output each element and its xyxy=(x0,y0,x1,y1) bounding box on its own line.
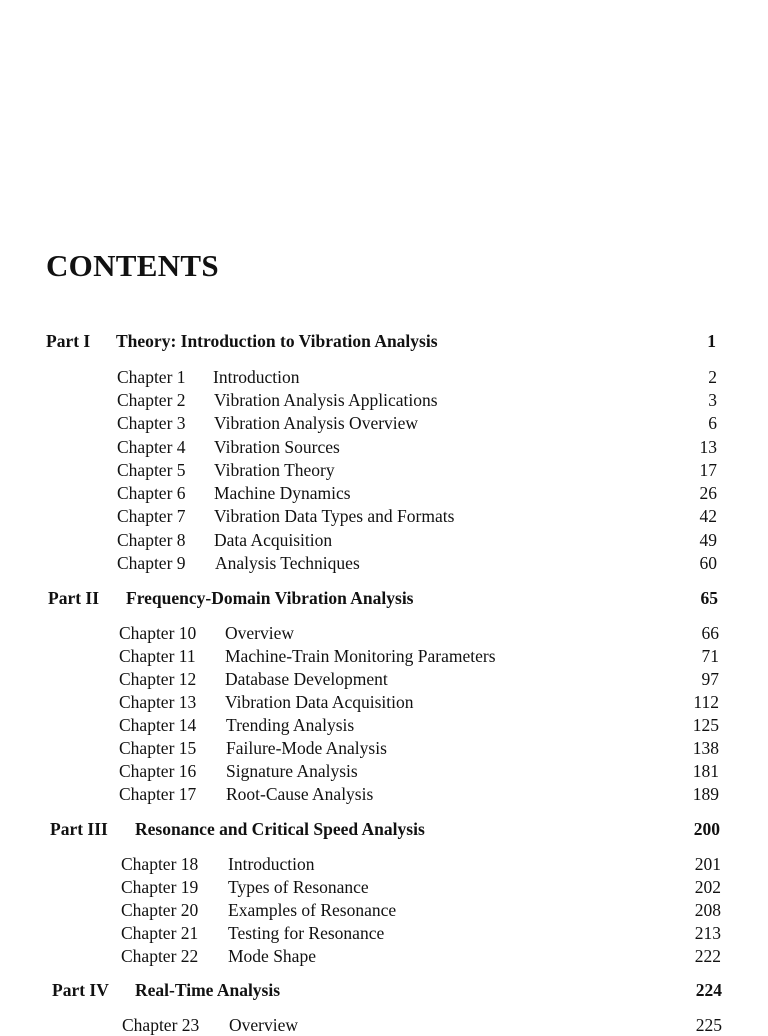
part-title: Resonance and Critical Speed Analysis xyxy=(135,819,425,839)
chapter-row xyxy=(117,529,717,551)
chapter-title: Testing for Resonance xyxy=(228,923,385,943)
part-page-number: 224 xyxy=(695,980,722,1000)
chapter-row xyxy=(119,645,719,667)
chapter-row xyxy=(117,482,717,504)
chapter-label: Chapter 5 xyxy=(117,460,186,480)
chapter-page-number: 138 xyxy=(692,738,719,758)
part-title: Real-Time Analysis xyxy=(135,980,281,1000)
chapter-label: Chapter 12 xyxy=(119,669,197,689)
chapter-title: Examples of Resonance xyxy=(228,900,397,920)
chapter-label: Chapter 21 xyxy=(121,923,199,943)
chapter-page-number: 71 xyxy=(701,646,719,666)
chapter-title: Machine-Train Monitoring Parameters xyxy=(225,646,496,666)
chapter-title: Analysis Techniques xyxy=(215,553,360,573)
chapter-label: Chapter 3 xyxy=(117,413,186,433)
chapter-row xyxy=(117,412,717,434)
chapter-label: Chapter 11 xyxy=(119,646,196,666)
chapter-title: Signature Analysis xyxy=(226,761,358,781)
chapter-row xyxy=(121,853,721,875)
chapter-title: Vibration Sources xyxy=(214,437,340,457)
chapter-label: Chapter 9 xyxy=(117,553,186,573)
chapter-title: Data Acquisition xyxy=(214,530,333,550)
chapter-label: Chapter 22 xyxy=(121,946,199,966)
part-label: Part III xyxy=(50,819,108,839)
chapter-row xyxy=(119,668,719,690)
chapter-row xyxy=(117,505,717,527)
part-heading-row xyxy=(48,587,718,609)
chapter-row xyxy=(119,691,719,713)
chapter-page-number: 125 xyxy=(692,715,719,735)
chapter-page-number: 3 xyxy=(708,390,717,410)
chapter-page-number: 97 xyxy=(701,669,719,689)
chapter-label: Chapter 1 xyxy=(117,367,186,387)
chapter-page-number: 13 xyxy=(699,437,717,457)
part-page-number: 200 xyxy=(693,819,720,839)
part-label: Part I xyxy=(46,331,91,351)
chapter-page-number: 66 xyxy=(701,623,719,643)
chapter-page-number: 42 xyxy=(699,506,717,526)
chapter-page-number: 17 xyxy=(699,460,717,480)
chapter-label: Chapter 8 xyxy=(117,530,186,550)
chapter-title: Introduction xyxy=(228,854,315,874)
chapter-page-number: 2 xyxy=(708,367,717,387)
part-page-number: 65 xyxy=(700,588,718,608)
chapter-row xyxy=(117,459,717,481)
chapter-page-number: 49 xyxy=(699,530,717,550)
part-heading-row xyxy=(52,979,722,1001)
chapter-label: Chapter 15 xyxy=(119,738,197,758)
chapter-label: Chapter 7 xyxy=(117,506,186,526)
chapter-label: Chapter 14 xyxy=(119,715,197,735)
chapter-page-number: 26 xyxy=(699,483,717,503)
chapter-label: Chapter 13 xyxy=(119,692,197,712)
chapter-row xyxy=(117,366,717,388)
chapter-page-number: 208 xyxy=(694,900,721,920)
chapter-page-number: 213 xyxy=(694,923,721,943)
part-title: Theory: Introduction to Vibration Analysis xyxy=(116,331,438,351)
chapter-title: Database Development xyxy=(225,669,388,689)
chapter-page-number: 112 xyxy=(693,692,719,712)
chapter-label: Chapter 17 xyxy=(119,784,197,804)
chapter-row xyxy=(121,899,721,921)
chapter-row xyxy=(119,622,719,644)
chapter-title: Trending Analysis xyxy=(226,715,355,735)
part-heading-row xyxy=(46,330,716,352)
chapter-label: Chapter 20 xyxy=(121,900,199,920)
chapter-row xyxy=(122,1014,722,1036)
chapter-title: Mode Shape xyxy=(228,946,316,966)
chapter-row xyxy=(121,945,721,967)
chapter-title: Root-Cause Analysis xyxy=(226,784,374,804)
part-page-number: 1 xyxy=(707,331,716,351)
chapter-row xyxy=(117,552,717,574)
chapter-page-number: 60 xyxy=(699,553,717,573)
chapter-page-number: 6 xyxy=(708,413,717,433)
part-heading-row xyxy=(50,818,720,840)
chapter-row xyxy=(117,389,717,411)
chapter-row xyxy=(119,783,719,805)
chapter-label: Chapter 19 xyxy=(121,877,199,897)
chapter-row xyxy=(121,876,721,898)
chapter-page-number: 225 xyxy=(695,1015,722,1035)
part-label: Part IV xyxy=(52,980,109,1000)
clipped-row-container xyxy=(0,1014,768,1035)
page-title: CONTENTS xyxy=(46,248,219,283)
chapter-label: Chapter 4 xyxy=(117,437,186,457)
chapter-label: Chapter 18 xyxy=(121,854,199,874)
chapter-label: Chapter 16 xyxy=(119,761,197,781)
chapter-title: Types of Resonance xyxy=(228,877,369,897)
chapter-row xyxy=(117,436,717,458)
chapter-title: Vibration Theory xyxy=(214,460,335,480)
part-label: Part II xyxy=(48,588,100,608)
chapter-title: Overview xyxy=(229,1015,299,1035)
chapter-label: Chapter 6 xyxy=(117,483,186,503)
chapter-title: Machine Dynamics xyxy=(214,483,351,503)
chapter-label: Chapter 10 xyxy=(119,623,197,643)
chapter-page-number: 202 xyxy=(694,877,721,897)
chapter-title: Introduction xyxy=(213,367,300,387)
chapter-title: Failure-Mode Analysis xyxy=(226,738,387,758)
part-title: Frequency-Domain Vibration Analysis xyxy=(126,588,414,608)
chapter-label: Chapter 2 xyxy=(117,390,186,410)
chapter-page-number: 181 xyxy=(692,761,719,781)
chapter-page-number: 201 xyxy=(694,854,721,874)
chapter-title: Vibration Analysis Overview xyxy=(214,413,419,433)
chapter-page-number: 189 xyxy=(692,784,719,804)
chapter-row xyxy=(119,714,719,736)
chapter-title: Vibration Data Types and Formats xyxy=(214,506,455,526)
chapter-title: Vibration Data Acquisition xyxy=(225,692,414,712)
chapter-row xyxy=(119,737,719,759)
chapter-page-number: 222 xyxy=(694,946,721,966)
chapter-row xyxy=(121,922,721,944)
chapter-title: Overview xyxy=(225,623,295,643)
chapter-row xyxy=(119,760,719,782)
chapter-title: Vibration Analysis Applications xyxy=(214,390,438,410)
chapter-label: Chapter 23 xyxy=(122,1015,200,1035)
